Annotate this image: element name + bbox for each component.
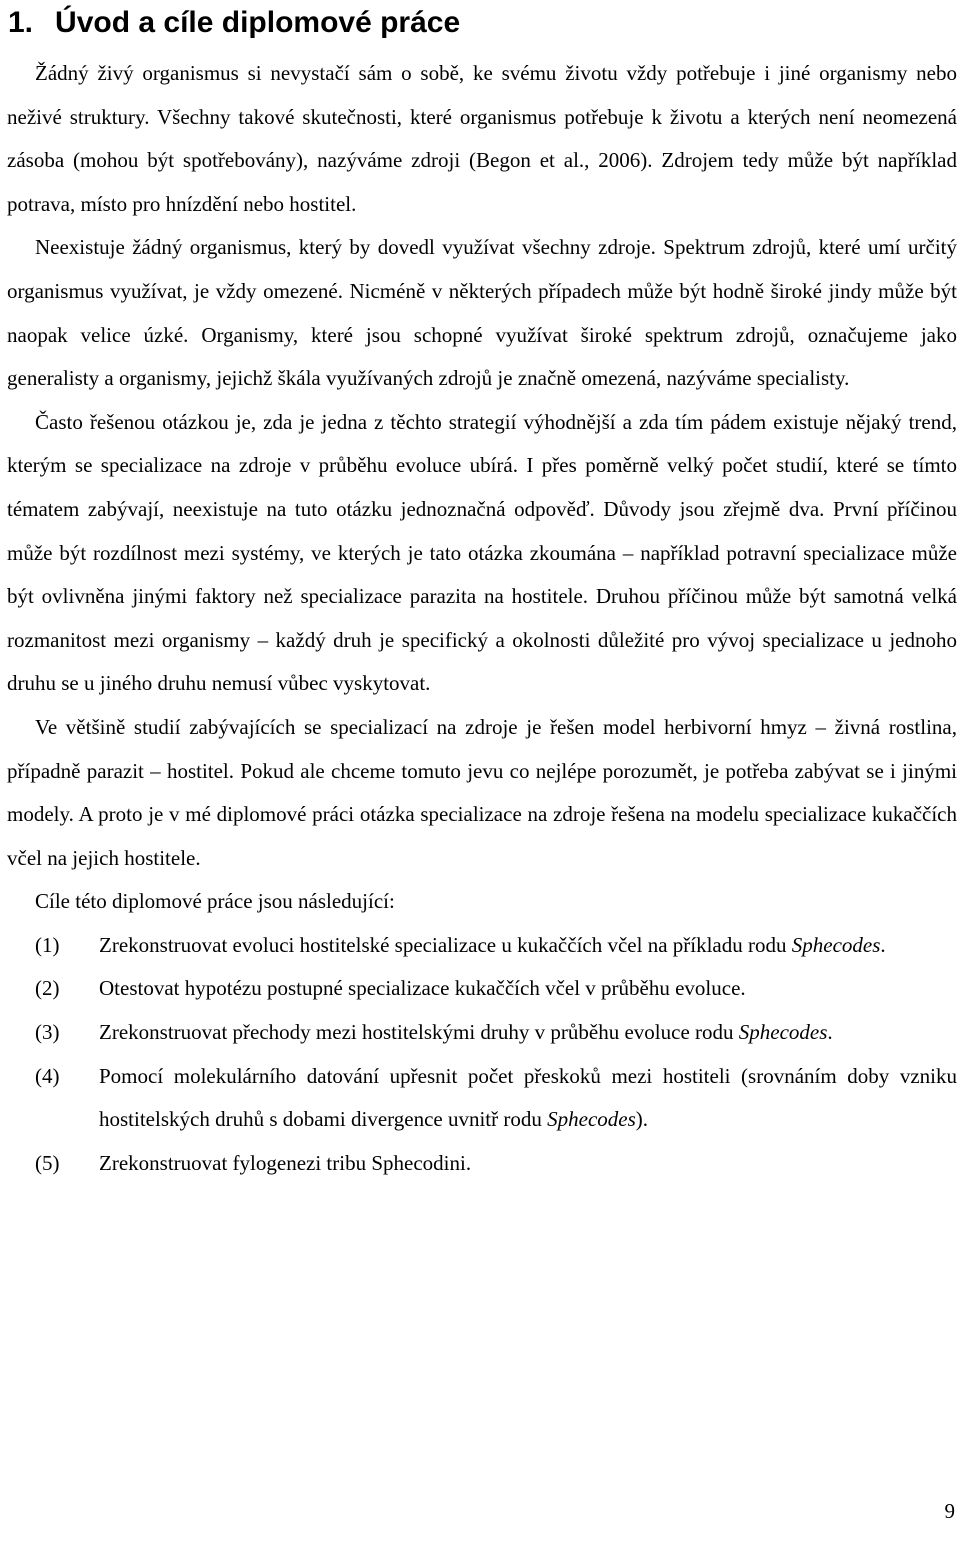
aim-text-main: Zrekonstruovat přechody mezi hostitelskými druhy v průběhu evoluce rodu	[99, 1020, 739, 1045]
aim-text	[99, 924, 957, 968]
sentence: Všechny takové skutečnosti, které organismus potřebuje k životu a kterých není neomezená zásoba (mohou být spotřebovány), nazýváme zdroji (Begon et al., 2006).	[7, 104, 957, 173]
sentence: Nicméně v některých případech může být hodně široké jindy může být naopak velice úzké.	[7, 278, 957, 347]
genus-name: Sphecodes	[738, 1020, 828, 1045]
sentence: Žádný živý organismus si nevystačí sám o sobě, ke svému životu vždy potřebuje i jiné organismy nebo neživé struktury.	[7, 61, 957, 129]
sentence: A proto je v mé diplomové práci otázka specializace na zdroje řešena na modelu specializace kukaččích včel na jejich hostitele.	[7, 802, 957, 870]
aim-item-1	[7, 924, 957, 968]
aims-intro: Cíle této diplomové práce jsou následující:	[35, 889, 395, 914]
aim-number: (1)	[35, 932, 60, 957]
aim-text	[99, 1055, 957, 1142]
paragraph-1	[7, 52, 957, 226]
aim-text-main: Zrekonstruovat evoluci hostitelské specializace u kukaččích včel na příkladu rodu	[99, 932, 792, 957]
aim-number: (2)	[35, 976, 60, 1001]
aim-text	[99, 967, 957, 1011]
aim-number: (3)	[35, 1020, 60, 1045]
aim-text	[99, 1142, 957, 1186]
sentence: Organismy, které jsou schopné využívat široké spektrum zdrojů, označujeme jako generalisty a organismy, jejichž škála využívaných zdrojů je značně omezená, nazýváme specialisty.	[7, 322, 958, 391]
sentence: Často řešenou otázkou je, zda je jedna z těchto strategií výhodnější a zda tím pádem existuje nějaký trend, kterým se specializace na zdroje v průběhu evoluce ubírá.	[7, 409, 957, 478]
sentence: Důvody jsou zřejmě dva.	[603, 496, 833, 521]
genus-name: Sphecodes	[547, 1107, 636, 1132]
aims-list	[7, 924, 957, 1186]
aim-text-end: ).	[635, 1107, 649, 1132]
sentence: I přes poměrně velký počet studií, které se tímto tématem zabývají, neexistuje na tuto otázku jednoznačná odpověď.	[7, 453, 957, 521]
aim-text-end: .	[827, 1020, 833, 1045]
section-heading	[8, 4, 460, 42]
paragraph-3	[7, 401, 957, 706]
page-number: 9	[944, 1499, 955, 1523]
sentence: Spektrum zdrojů, které umí určitý organismus využívat, je vždy omezené.	[7, 235, 957, 303]
aim-text	[99, 1011, 957, 1055]
aim-item-2	[7, 967, 957, 1011]
aim-text-end: .	[880, 932, 886, 957]
aim-item-4	[7, 1055, 957, 1142]
aim-text-main: Zrekonstruovat fylogenezi tribu Sphecodini.	[99, 1150, 472, 1175]
paragraph-4	[7, 706, 957, 880]
aim-item-5	[7, 1142, 957, 1186]
section-title: Úvod a cíle diplomové práce	[55, 6, 461, 39]
sentence: Zdrojem tedy může být například potrava, místo pro hnízdění nebo hostitel.	[7, 148, 957, 216]
aim-number: (4)	[35, 1063, 60, 1088]
sentence: Neexistuje žádný organismus, který by dovedl využívat všechny zdroje.	[35, 235, 664, 260]
body-text	[7, 52, 957, 1185]
sentence: Pokud ale chceme tomuto jevu co nejlépe porozumět, je potřeba zabývat se i jinými modely.	[7, 758, 957, 827]
genus-name: Sphecodes	[791, 932, 881, 957]
sentence: Ve většině studií zabývajících se specializací na zdroje je řešen model herbivorní hmyz – živná rostlina, případně parazit – hostitel.	[7, 714, 957, 783]
sentence: První příčinou může být rozdílnost mezi systémy, ve kterých je tato otázka zkoumána – například potravní specializace může být ovlivněna jinými faktory než specializace parazita na hostitele.	[7, 496, 958, 609]
section-number: 1.	[8, 6, 34, 39]
aim-text-main: Otestovat hypotézu postupné specializace kukaččích včel v průběhu evoluce.	[99, 976, 746, 1001]
paragraph-2	[7, 226, 957, 400]
aim-number: (5)	[35, 1150, 60, 1175]
sentence: Druhou příčinou může být samotná velká rozmanitost mezi organismy – každý druh je specifický a okolnosti důležité pro vývoj specializace u jednoho druhu se u jiného druhu nemusí vůbec vyskytovat.	[7, 584, 957, 696]
aim-text-main: Pomocí molekulárního datování upřesnit počet přeskoků mezi hostiteli (srovnáním doby vzniku hostitelských druhů s dobami divergence uvnitř rodu	[99, 1063, 957, 1132]
aim-item-3	[7, 1011, 957, 1055]
